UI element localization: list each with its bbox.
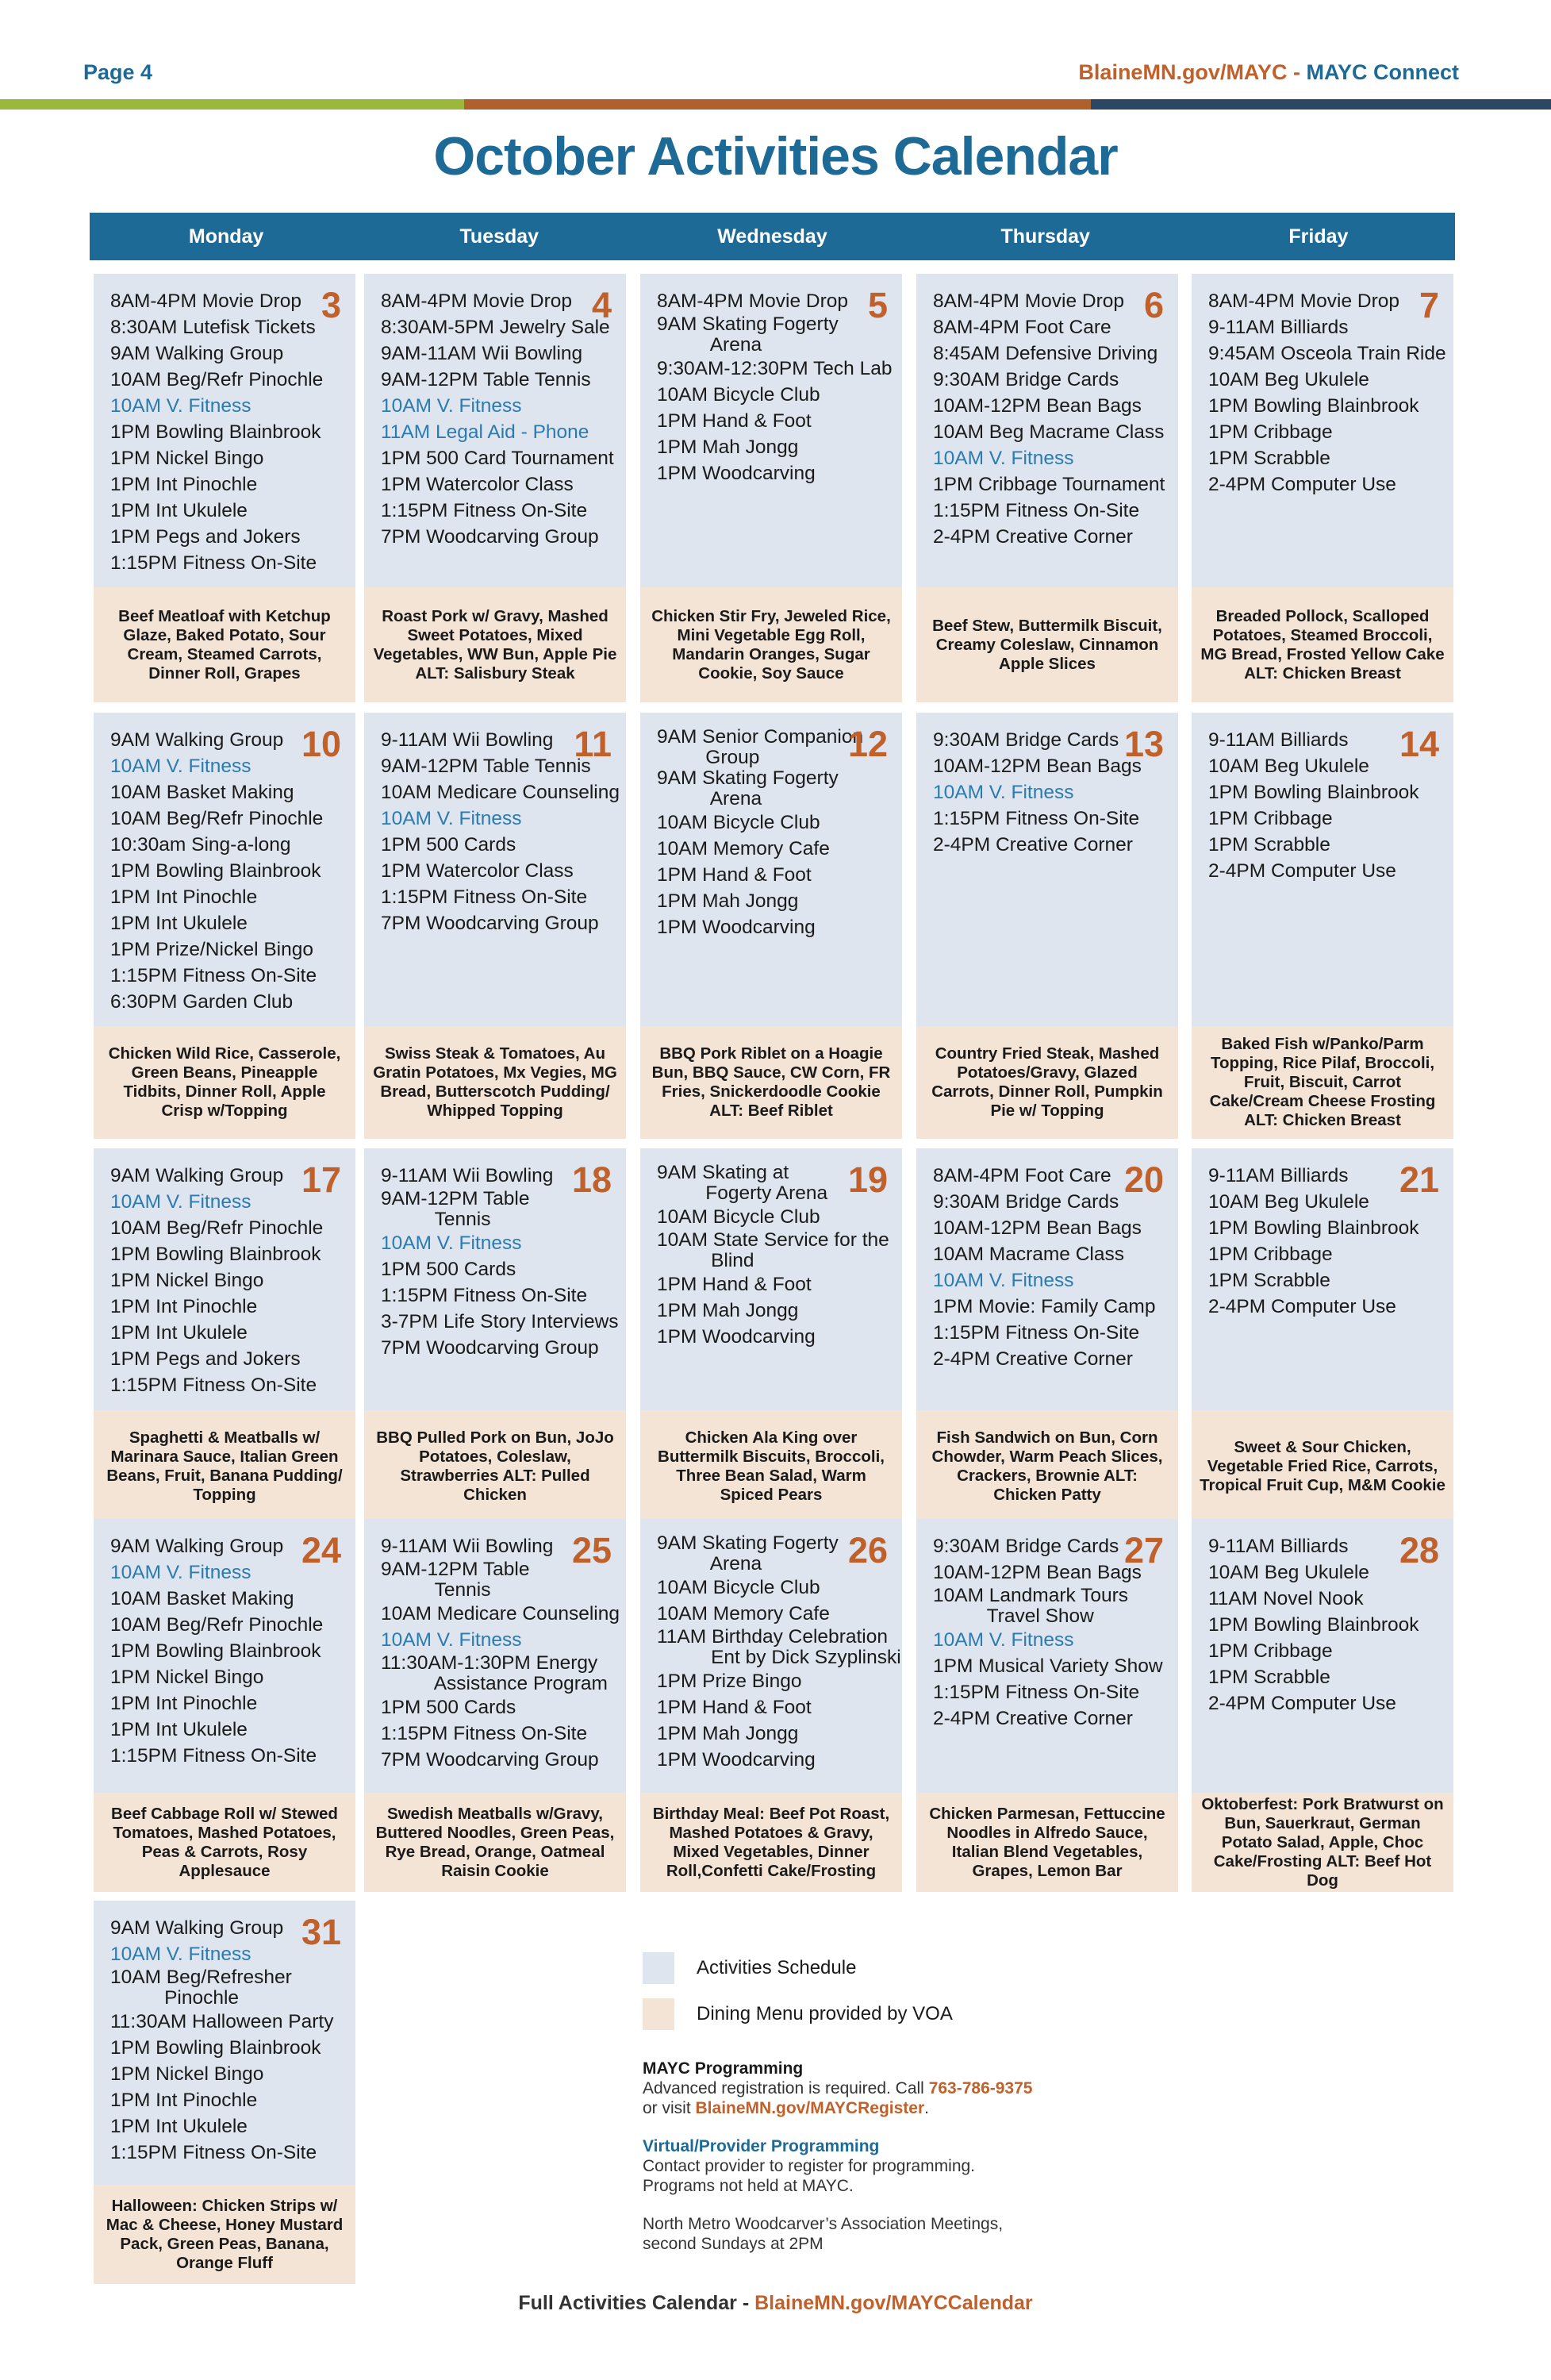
activity-item: 7PM Woodcarving Group — [381, 526, 599, 548]
calendar-day-cell — [1192, 1519, 1453, 1892]
legend-dining-label: Dining Menu provided by VOA — [697, 2003, 953, 2024]
activity-item: 9:30AM Bridge Cards — [933, 1191, 1119, 1213]
activity-item: 1PM Mah Jongg — [657, 436, 799, 458]
mayc-registration-line: Advanced registration is required. Call 763-786-9375 — [643, 2079, 1033, 2097]
dining-menu: Birthday Meal: Beef Pot Roast, Mashed Potatoes & Gravy, Mixed Vegetables, Dinner Roll,Confetti Cake/Frosting — [640, 1793, 902, 1892]
activity-item: 1:15PM Fitness On-Site — [933, 500, 1140, 521]
activity-item: 7PM Woodcarving Group — [381, 913, 599, 934]
dining-menu: Oktoberfest: Pork Bratwurst on Bun, Sauerkraut, German Potato Salad, Apple, Choc Cake/Frosting ALT: Beef Hot Dog — [1192, 1793, 1453, 1892]
activity-item: 1PM Cribbage Tournament — [933, 474, 1165, 495]
activity-item: 1PM Int Ukulele — [110, 2116, 248, 2137]
activity-item: 2-4PM Creative Corner — [933, 1348, 1133, 1370]
activity-item: 10AM Medicare Counseling — [381, 1603, 620, 1624]
dining-menu: Fish Sandwich on Bun, Corn Chowder, Warm Peach Slices, Crackers, Brownie ALT: Chicken Patty — [916, 1410, 1178, 1523]
activity-item: 1PM 500 Cards — [381, 1697, 516, 1718]
activity-item: 9-11AM Billiards — [1208, 317, 1349, 338]
activity-item: 1PM Prize Bingo — [657, 1671, 802, 1692]
activity-item: 10AM Beg Ukulele — [1208, 369, 1369, 390]
activity-item: 1PM Prize/Nickel Bingo — [110, 939, 313, 960]
dining-menu: Baked Fish w/Panko/Parm Topping, Rice Pilaf, Broccoli, Fruit, Biscuit, Carrot Cake/Cream Cheese Frosting ALT: Chicken Breast — [1192, 1026, 1453, 1139]
activity-item: 1PM 500 Cards — [381, 1259, 516, 1280]
activity-item: 3-7PM Life Story Interviews — [381, 1311, 619, 1332]
day-number: 4 — [591, 285, 612, 325]
dining-menu: Chicken Ala King over Buttermilk Biscuits, Broccoli, Three Bean Salad, Warm Spiced Pears — [640, 1410, 902, 1523]
dining-menu: Country Fried Steak, Mashed Potatoes/Gravy, Glazed Carrots, Dinner Roll, Pumpkin Pie w/ Topping — [916, 1026, 1178, 1139]
activity-item: 2-4PM Computer Use — [1208, 474, 1396, 495]
woodcarver-line-1: North Metro Woodcarver’s Association Meetings, — [643, 2215, 1004, 2233]
activity-item: 1PM Woodcarving — [657, 1326, 816, 1348]
activity-item: 1PM Hand & Foot — [657, 864, 812, 886]
day-number: 18 — [571, 1159, 612, 1200]
dining-menu: Roast Pork w/ Gravy, Mashed Sweet Potatoes, Mixed Vegetables, WW Bun, Apple Pie ALT: Salisbury Steak — [364, 587, 626, 702]
day-number: 28 — [1399, 1530, 1439, 1571]
activity-item: 10AM Beg/Refr Pinochle — [110, 369, 324, 390]
calendar-day-cell — [1192, 1148, 1453, 1523]
activity-item: 1PM Int Pinochle — [110, 1693, 258, 1714]
activity-item: 2-4PM Computer Use — [1208, 1296, 1396, 1317]
day-activities — [916, 274, 1178, 587]
activity-item: 8AM-4PM Movie Drop — [381, 290, 572, 312]
calendar-day-cell — [94, 1519, 355, 1892]
day-number: 12 — [847, 724, 888, 764]
activity-item: 10AM V. Fitness — [110, 395, 251, 417]
calendar-day-cell — [364, 1519, 626, 1892]
activity-item: 1PM 500 Card Tournament — [381, 448, 614, 469]
day-activities — [364, 1519, 626, 1793]
activity-item: 10AM V. Fitness — [381, 808, 522, 829]
dining-menu: Beef Cabbage Roll w/ Stewed Tomatoes, Mashed Potatoes, Peas & Carrots, Rosy Applesauce — [94, 1793, 355, 1892]
activity-item: 8AM-4PM Movie Drop — [933, 290, 1124, 312]
activity-item: 10AM Bicycle Club — [657, 384, 820, 406]
footer-calendar-link[interactable]: BlaineMN.gov/MAYCCalendar — [754, 2292, 1033, 2314]
activity-item: 9:30AM-12:30PM Tech Lab — [657, 358, 893, 379]
activity-item: 10AM V. Fitness — [110, 1191, 251, 1213]
activity-item: 9-11AM Billiards — [1208, 729, 1349, 751]
activity-item: 10AM Beg Ukulele — [1208, 756, 1369, 777]
calendar-day-cell — [94, 1148, 355, 1523]
activity-item: 9AM-12PM Table Tennis — [381, 1188, 530, 1230]
stripe-green — [0, 99, 464, 110]
day-activities — [364, 1148, 626, 1410]
virtual-line-1: Contact provider to register for programming. — [643, 2157, 976, 2175]
activity-item: 9AM Walking Group — [110, 729, 284, 751]
activity-item: 9AM Walking Group — [110, 1917, 284, 1939]
activity-item: 9-11AM Billiards — [1208, 1165, 1349, 1186]
activity-item: 6:30PM Garden Club — [110, 991, 294, 1013]
activity-item: 9:45AM Osceola Train Ride — [1208, 343, 1446, 364]
dining-menu: Halloween: Chicken Strips w/ Mac & Cheese, Honey Mustard Pack, Green Peas, Banana, Orange Fluff — [94, 2185, 355, 2284]
calendar-day-cell — [640, 1148, 902, 1523]
weekday-wednesday: Wednesday — [717, 225, 827, 248]
dining-menu: Sweet & Sour Chicken, Vegetable Fried Rice, Carrots, Tropical Fruit Cup, M&M Cookie — [1192, 1410, 1453, 1523]
activity-item: 10AM Beg/Refr Pinochle — [110, 1217, 324, 1239]
mayc-visit-line: or visit BlaineMN.gov/MAYCRegister. — [643, 2099, 929, 2117]
calendar-day-cell — [1192, 713, 1453, 1139]
activity-item: 9AM Skating at Fogerty Arena — [657, 1162, 828, 1204]
day-activities — [1192, 713, 1453, 1026]
activity-item: 9-11AM Wii Bowling — [381, 729, 554, 751]
activity-item: 1PM Movie: Family Camp — [933, 1296, 1156, 1317]
activity-item: 9AM Senior Companion Group — [657, 726, 864, 768]
activity-item: 1:15PM Fitness On-Site — [381, 500, 588, 521]
weekday-monday: Monday — [188, 225, 264, 248]
day-activities — [364, 713, 626, 1026]
activity-item: 1:15PM Fitness On-Site — [381, 886, 588, 908]
activity-item: 1PM Cribbage — [1208, 1640, 1333, 1662]
activity-item: 10AM V. Fitness — [110, 1944, 251, 1965]
activity-item: 11:30AM-1:30PM Energy Assistance Program — [381, 1652, 608, 1694]
activity-item: 1:15PM Fitness On-Site — [381, 1285, 588, 1306]
activity-item: 10AM Landmark Tours Travel Show — [933, 1585, 1129, 1627]
activity-item: 9:30AM Bridge Cards — [933, 369, 1119, 390]
stripe-brown — [464, 99, 1091, 110]
activity-item: 1PM Int Pinochle — [110, 886, 258, 908]
day-number: 27 — [1123, 1530, 1164, 1571]
activity-item: 1:15PM Fitness On-Site — [110, 2142, 317, 2163]
dining-menu: Breaded Pollock, Scalloped Potatoes, Steamed Broccoli, MG Bread, Frosted Yellow Cake ALT: Chicken Breast — [1192, 587, 1453, 702]
calendar-day-cell — [916, 713, 1178, 1139]
activity-item: 1PM Pegs and Jokers — [110, 526, 301, 548]
activity-item: 1PM Bowling Blainbrook — [1208, 1217, 1419, 1239]
activity-item: 8AM-4PM Movie Drop — [657, 290, 848, 312]
day-activities — [94, 1519, 355, 1793]
activity-item: 11AM Birthday Celebration Ent by Dick Szyplinski — [657, 1626, 901, 1668]
activity-item: 1:15PM Fitness On-Site — [933, 1682, 1140, 1703]
activity-item: 10AM V. Fitness — [933, 1270, 1074, 1291]
activity-item: 9AM Walking Group — [110, 1536, 284, 1557]
activity-item: 1:15PM Fitness On-Site — [110, 552, 317, 574]
activity-item: 10AM Memory Cafe — [657, 838, 830, 859]
activity-item: 11AM Novel Nook — [1208, 1588, 1364, 1609]
day-number: 13 — [1123, 724, 1164, 764]
activity-item: 1PM Cribbage — [1208, 421, 1333, 443]
activity-item: 1PM Cribbage — [1208, 808, 1333, 829]
activity-item: 8:45AM Defensive Driving — [933, 343, 1158, 364]
activity-item: 1PM Mah Jongg — [657, 1300, 799, 1321]
activity-item: 10AM V. Fitness — [933, 448, 1074, 469]
calendar-day-cell — [640, 713, 902, 1139]
activity-item: 1PM Woodcarving — [657, 1749, 816, 1771]
day-activities — [364, 274, 626, 587]
virtual-programming-info — [643, 2136, 975, 2196]
activity-item: 10AM V. Fitness — [110, 756, 251, 777]
activity-item: 1PM Bowling Blainbrook — [1208, 782, 1419, 803]
activity-item: 1PM Watercolor Class — [381, 860, 574, 882]
virtual-programming-heading: Virtual/Provider Programming — [643, 2137, 880, 2155]
day-number: 7 — [1419, 285, 1439, 325]
activity-item: 10AM Bicycle Club — [657, 812, 820, 833]
dining-menu: Chicken Wild Rice, Casserole, Green Beans, Pineapple Tidbits, Dinner Roll, Apple Crisp w/Topping — [94, 1026, 355, 1139]
weekday-header-bar — [90, 213, 1455, 260]
activity-item: 1PM Musical Variety Show — [933, 1655, 1163, 1677]
day-number: 21 — [1399, 1159, 1439, 1200]
activity-item: 1PM Int Ukulele — [110, 500, 248, 521]
page-number: Page 4 — [83, 60, 153, 84]
calendar-day-cell — [94, 1901, 355, 2284]
day-number: 24 — [301, 1530, 341, 1571]
activity-item: 8AM-4PM Movie Drop — [1208, 290, 1399, 312]
day-activities — [94, 1901, 355, 2185]
header-separator: - — [1287, 60, 1307, 84]
activity-item: 7PM Woodcarving Group — [381, 1337, 599, 1359]
weekday-thursday: Thursday — [1000, 225, 1090, 248]
calendar-day-cell — [916, 1148, 1178, 1523]
day-activities — [1192, 274, 1453, 587]
calendar-day-cell — [916, 274, 1178, 702]
day-number: 10 — [301, 724, 341, 764]
day-number: 19 — [847, 1159, 888, 1200]
activity-item: 1PM Nickel Bingo — [110, 2063, 264, 2085]
calendar-day-cell — [94, 274, 355, 702]
day-number: 20 — [1123, 1159, 1164, 1200]
activity-item: 1PM Woodcarving — [657, 463, 816, 484]
activity-item: 1PM Int Pinochle — [110, 474, 258, 495]
day-activities — [94, 1148, 355, 1410]
weekday-friday: Friday — [1288, 225, 1349, 248]
dining-menu: Spaghetti & Meatballs w/ Marinara Sauce, Italian Green Beans, Fruit, Banana Pudding/ Topping — [94, 1410, 355, 1523]
day-activities — [640, 274, 902, 587]
activity-item: 1PM Pegs and Jokers — [110, 1348, 301, 1370]
activity-item: 1PM Cribbage — [1208, 1244, 1333, 1265]
woodcarver-info — [643, 2214, 1003, 2254]
header-site-url[interactable]: BlaineMN.gov/MAYC — [1078, 60, 1288, 84]
mayc-programming-info — [643, 2059, 1032, 2118]
activity-item: 7PM Woodcarving Group — [381, 1749, 599, 1771]
activity-item: 2-4PM Creative Corner — [933, 834, 1133, 855]
dining-menu: Swiss Steak & Tomatoes, Au Gratin Potatoes, Mx Vegies, MG Bread, Butterscotch Pudding/ Whipped Topping — [364, 1026, 626, 1139]
activity-item: 1PM Bowling Blainbrook — [1208, 395, 1419, 417]
activity-item: 9AM Skating Fogerty Arena — [657, 1532, 839, 1574]
activity-item: 9AM Skating Fogerty Arena — [657, 767, 839, 809]
activity-item: 10AM-12PM Bean Bags — [933, 1217, 1142, 1239]
calendar-day-cell — [94, 713, 355, 1139]
activity-item: 1PM Scrabble — [1208, 1667, 1330, 1688]
activity-item: 1PM Bowling Blainbrook — [110, 1640, 321, 1662]
activity-item: 10AM V. Fitness — [381, 1629, 522, 1651]
activity-item: 10AM Bicycle Club — [657, 1206, 820, 1228]
activity-item: 1PM Scrabble — [1208, 448, 1330, 469]
activity-item: 1PM Scrabble — [1208, 834, 1330, 855]
activity-item: 9:30AM Bridge Cards — [933, 729, 1119, 751]
activity-item: 8:30AM-5PM Jewelry Sale — [381, 317, 610, 338]
activity-item: 1PM Mah Jongg — [657, 1723, 799, 1744]
activity-item: 2-4PM Creative Corner — [933, 526, 1133, 548]
activity-item: 10AM-12PM Bean Bags — [933, 756, 1142, 777]
activity-item: 10AM V. Fitness — [381, 1232, 522, 1254]
activity-item: 10AM V. Fitness — [110, 1562, 251, 1583]
calendar-day-cell — [364, 713, 626, 1139]
activity-item: 11:30AM Halloween Party — [110, 2011, 334, 2032]
day-activities — [640, 1519, 902, 1793]
stripe-navy — [1091, 99, 1551, 110]
activity-item: 10AM V. Fitness — [933, 1629, 1074, 1651]
activity-item: 10AM-12PM Bean Bags — [933, 1562, 1142, 1583]
activity-item: 9-11AM Billiards — [1208, 1536, 1349, 1557]
day-activities — [94, 274, 355, 587]
activity-item: 10AM Basket Making — [110, 1588, 294, 1609]
activity-item: 10AM Beg/Refr Pinochle — [110, 1614, 324, 1636]
day-activities — [94, 713, 355, 1026]
activity-item: 9AM Skating Fogerty Arena — [657, 313, 839, 356]
activity-item: 9AM-11AM Wii Bowling — [381, 343, 583, 364]
dining-menu: Chicken Parmesan, Fettuccine Noodles in Alfredo Sauce, Italian Blend Vegetables, Grapes, Lemon Bar — [916, 1793, 1178, 1892]
activity-item: 1PM Bowling Blainbrook — [110, 421, 321, 443]
activity-item: 10AM V. Fitness — [381, 395, 522, 417]
calendar-day-cell — [364, 1148, 626, 1523]
activity-item: 8:30AM Lutefisk Tickets — [110, 317, 316, 338]
day-number: 31 — [301, 1912, 341, 1952]
mayc-programming-heading: MAYC Programming — [643, 2059, 804, 2078]
activity-item: 10AM Basket Making — [110, 782, 294, 803]
activity-item: 1PM 500 Cards — [381, 834, 516, 855]
activity-item: 9-11AM Wii Bowling — [381, 1165, 554, 1186]
activity-item: 9AM Walking Group — [110, 1165, 284, 1186]
dining-menu: Beef Meatloaf with Ketchup Glaze, Baked Potato, Sour Cream, Steamed Carrots, Dinner Roll, Grapes — [94, 587, 355, 702]
day-activities — [1192, 1148, 1453, 1410]
activity-item: 9-11AM Wii Bowling — [381, 1536, 554, 1557]
day-number: 26 — [847, 1530, 888, 1571]
day-activities — [640, 1148, 902, 1410]
activity-item: 1:15PM Fitness On-Site — [933, 808, 1140, 829]
activity-item: 10AM-12PM Bean Bags — [933, 395, 1142, 417]
activity-item: 2-4PM Computer Use — [1208, 860, 1396, 882]
activity-item: 1PM Int Ukulele — [110, 1719, 248, 1740]
calendar-day-cell — [364, 274, 626, 702]
legend-activities-label: Activities Schedule — [697, 1957, 857, 1978]
footer-label: Full Activities Calendar - — [518, 2292, 755, 2314]
activity-item: 1PM Nickel Bingo — [110, 1270, 264, 1291]
legend-dining-swatch — [643, 1998, 674, 2030]
activity-item: 1PM Woodcarving — [657, 917, 816, 938]
activity-item: 10AM Macrame Class — [933, 1244, 1124, 1265]
page-title: October Activities Calendar — [433, 126, 1118, 186]
activity-item: 10AM State Service for the Blind — [657, 1229, 889, 1271]
mayc-phone-link[interactable]: 763-786-9375 — [928, 2079, 1033, 2097]
activity-item: 1PM Bowling Blainbrook — [110, 1244, 321, 1265]
day-number: 3 — [321, 285, 341, 325]
activity-item: 1PM Int Pinochle — [110, 2090, 258, 2111]
activity-item: 1PM Mah Jongg — [657, 890, 799, 912]
virtual-line-2: Programs not held at MAYC. — [643, 2177, 854, 2195]
day-activities — [916, 713, 1178, 1026]
activity-item: 1PM Int Ukulele — [110, 1322, 248, 1344]
activity-item: 1:15PM Fitness On-Site — [110, 1375, 317, 1396]
activity-item: 11AM Legal Aid - Phone — [381, 421, 589, 443]
dining-menu: Beef Stew, Buttermilk Biscuit, Creamy Coleslaw, Cinnamon Apple Slices — [916, 587, 1178, 702]
activity-item: 10AM V. Fitness — [933, 782, 1074, 803]
activity-item: 10AM Medicare Counseling — [381, 782, 620, 803]
day-activities — [1192, 1519, 1453, 1793]
activity-item: 1PM Nickel Bingo — [110, 1667, 264, 1688]
activity-item: 1:15PM Fitness On-Site — [110, 1745, 317, 1767]
calendar-day-cell — [916, 1519, 1178, 1892]
weekday-tuesday: Tuesday — [459, 225, 539, 248]
activity-item: 9AM Walking Group — [110, 343, 284, 364]
dining-menu: Chicken Stir Fry, Jeweled Rice, Mini Vegetable Egg Roll, Mandarin Oranges, Sugar Cookie, Soy Sauce — [640, 587, 902, 702]
activity-item: 1PM Hand & Foot — [657, 1274, 812, 1295]
header-publication — [1078, 60, 1459, 85]
activity-item: 10AM Beg Ukulele — [1208, 1191, 1369, 1213]
activity-item: 10AM Beg/Refresher Pinochle — [110, 1967, 292, 2009]
activity-item: 2-4PM Computer Use — [1208, 1693, 1396, 1714]
activity-item: 1PM Scrabble — [1208, 1270, 1330, 1291]
day-number: 5 — [867, 285, 888, 325]
dining-menu: Swedish Meatballs w/Gravy, Buttered Noodles, Green Peas, Rye Bread, Orange, Oatmeal Raisin Cookie — [364, 1793, 626, 1892]
woodcarver-line-2: second Sundays at 2PM — [643, 2235, 823, 2253]
legend-activities-swatch — [643, 1952, 674, 1984]
dining-menu: BBQ Pulled Pork on Bun, JoJo Potatoes, Coleslaw, Strawberries ALT: Pulled Chicken — [364, 1410, 626, 1523]
day-activities — [640, 713, 902, 1026]
activity-item: 1:15PM Fitness On-Site — [381, 1723, 588, 1744]
activity-item: 8AM-4PM Movie Drop — [110, 290, 301, 312]
activity-item: 1:15PM Fitness On-Site — [933, 1322, 1140, 1344]
activity-item: 10AM Beg Ukulele — [1208, 1562, 1369, 1583]
activity-item: 1PM Bowling Blainbrook — [110, 2037, 321, 2059]
activity-item: 10:30am Sing-a-long — [110, 834, 291, 855]
activity-item: 1PM Watercolor Class — [381, 474, 574, 495]
activity-item: 10AM Bicycle Club — [657, 1577, 820, 1598]
activity-item: 10AM Beg/Refr Pinochle — [110, 808, 324, 829]
footer — [0, 2292, 1551, 2315]
activity-item: 1:15PM Fitness On-Site — [110, 965, 317, 986]
activity-item: 8AM-4PM Foot Care — [933, 317, 1111, 338]
activity-item: 1PM Hand & Foot — [657, 410, 812, 432]
activity-item: 9:30AM Bridge Cards — [933, 1536, 1119, 1557]
day-number: 17 — [301, 1159, 341, 1200]
activity-item: 10AM Memory Cafe — [657, 1603, 830, 1624]
header-publication-name: MAYC Connect — [1306, 60, 1459, 84]
calendar-day-cell — [1192, 274, 1453, 702]
calendar-day-cell — [640, 274, 902, 702]
activity-item: 1PM Int Ukulele — [110, 913, 248, 934]
activity-item: 2-4PM Creative Corner — [933, 1708, 1133, 1729]
activity-item: 1PM Int Pinochle — [110, 1296, 258, 1317]
activity-item: 1PM Bowling Blainbrook — [1208, 1614, 1419, 1636]
day-number: 6 — [1143, 285, 1164, 325]
day-activities — [916, 1148, 1178, 1410]
activity-item: 10AM Beg Macrame Class — [933, 421, 1165, 443]
day-number: 14 — [1399, 724, 1439, 764]
activity-item: 9AM-12PM Table Tennis — [381, 369, 591, 390]
calendar-day-cell — [640, 1519, 902, 1892]
activity-item: 8AM-4PM Foot Care — [933, 1165, 1111, 1186]
day-activities — [916, 1519, 1178, 1793]
mayc-register-link[interactable]: BlaineMN.gov/MAYCRegister — [695, 2099, 925, 2117]
activity-item: 1PM Bowling Blainbrook — [110, 860, 321, 882]
activity-item: 1PM Nickel Bingo — [110, 448, 264, 469]
day-number: 25 — [571, 1530, 612, 1571]
dining-menu: BBQ Pork Riblet on a Hoagie Bun, BBQ Sauce, CW Corn, FR Fries, Snickerdoodle Cookie ALT: Beef Riblet — [640, 1026, 902, 1139]
activity-item: 9AM-12PM Table Tennis — [381, 1559, 530, 1601]
activity-item: 9AM-12PM Table Tennis — [381, 756, 591, 777]
activity-item: 1PM Hand & Foot — [657, 1697, 812, 1718]
day-number: 11 — [574, 724, 612, 764]
